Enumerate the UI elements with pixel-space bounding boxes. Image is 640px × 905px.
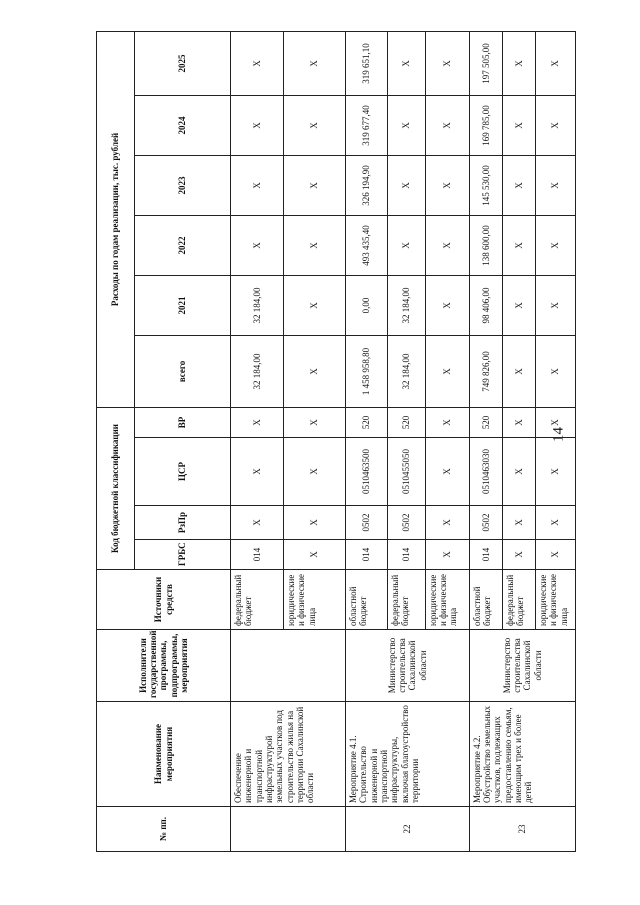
header-csr: ЦСР	[135, 438, 231, 506]
cell-rzpr: X	[231, 506, 284, 540]
cell-2024: 319 677,40	[345, 95, 387, 155]
cell-2023: X	[536, 155, 576, 215]
cell-2023: X	[425, 155, 469, 215]
cell-source: федеральный бюджет	[387, 570, 425, 630]
rotated-table-container	[96, 36, 576, 852]
cell-csr: 0510463500	[345, 438, 387, 506]
cell-rzpr: 0502	[387, 506, 425, 540]
header-name: Наименование мероприятия	[97, 702, 231, 807]
cell-source: юридические и физические лица	[536, 570, 576, 630]
header-total: всего	[135, 335, 231, 407]
cell-grbs: 014	[231, 540, 284, 570]
cell-total: X	[536, 335, 576, 407]
cell-source: областной бюджет	[345, 570, 387, 630]
row-executor	[231, 630, 346, 702]
cell-grbs: 014	[387, 540, 425, 570]
row-name: Обеспечение инженерной и транспортной инфраструктурой земельных участков под строительство жилья на территории Сахалинской области	[231, 702, 346, 807]
header-budget-code: Код бюджетной классификации	[97, 407, 135, 569]
cell-2024: 169 785,00	[469, 95, 502, 155]
cell-2021: X	[502, 275, 535, 335]
cell-2024: X	[284, 95, 346, 155]
cell-total: X	[284, 335, 346, 407]
header-num: № пп.	[97, 807, 231, 852]
cell-rzpr: X	[502, 506, 535, 540]
cell-csr: X	[231, 438, 284, 506]
cell-2024: X	[536, 95, 576, 155]
cell-2024: X	[502, 95, 535, 155]
cell-2021: 32 184,00	[231, 275, 284, 335]
cell-rzpr: 0502	[345, 506, 387, 540]
cell-2025: X	[502, 31, 535, 95]
cell-2023: X	[502, 155, 535, 215]
cell-2021: X	[536, 275, 576, 335]
row-num	[231, 807, 346, 852]
cell-2025: X	[536, 31, 576, 95]
cell-2023: X	[231, 155, 284, 215]
cell-total: 32 184,00	[387, 335, 425, 407]
cell-2021: 32 184,00	[387, 275, 425, 335]
cell-vr: X	[284, 407, 346, 437]
cell-2022: X	[536, 215, 576, 275]
cell-grbs: 014	[345, 540, 387, 570]
cell-rzpr: 0502	[469, 506, 502, 540]
cell-2023: X	[387, 155, 425, 215]
table-row	[231, 31, 284, 851]
cell-rzpr: X	[536, 506, 576, 540]
row-num: 22	[345, 807, 469, 852]
cell-2022: X	[231, 215, 284, 275]
table-row	[345, 31, 387, 851]
cell-2021: 0,00	[345, 275, 387, 335]
cell-grbs: X	[536, 540, 576, 570]
cell-2021: 98 406,00	[469, 275, 502, 335]
cell-2022: 493 435,40	[345, 215, 387, 275]
cell-vr: 520	[469, 407, 502, 437]
cell-2022: X	[284, 215, 346, 275]
cell-rzpr: X	[425, 506, 469, 540]
header-grbs: ГРБС	[135, 540, 231, 570]
cell-vr: X	[425, 407, 469, 437]
header-2023: 2023	[135, 155, 231, 215]
page-number: 14	[550, 427, 567, 442]
row-executor: Министерство строительства Сахалинской области	[469, 630, 575, 702]
cell-2023: X	[284, 155, 346, 215]
cell-grbs: X	[284, 540, 346, 570]
cell-total: 32 184,00	[231, 335, 284, 407]
cell-2022: X	[425, 215, 469, 275]
cell-grbs: 014	[469, 540, 502, 570]
header-executor: Исполнители государственной программы, подпрограммы, мероприятия	[97, 630, 231, 702]
cell-csr: X	[536, 438, 576, 506]
cell-2025: 319 651,10	[345, 31, 387, 95]
header-2024: 2024	[135, 95, 231, 155]
cell-total: X	[425, 335, 469, 407]
header-2022: 2022	[135, 215, 231, 275]
cell-rzpr: X	[284, 506, 346, 540]
cell-source: областной бюджет	[469, 570, 502, 630]
cell-csr: X	[425, 438, 469, 506]
cell-2025: X	[425, 31, 469, 95]
cell-2022: X	[387, 215, 425, 275]
table-row	[469, 31, 502, 851]
header-2021: 2021	[135, 275, 231, 335]
cell-vr: 520	[387, 407, 425, 437]
cell-source: юридические и физические лица	[284, 570, 346, 630]
cell-2021: X	[425, 275, 469, 335]
cell-total: X	[502, 335, 535, 407]
cell-2024: X	[387, 95, 425, 155]
cell-total: 1 458 958,80	[345, 335, 387, 407]
budget-table	[96, 31, 576, 852]
cell-grbs: X	[425, 540, 469, 570]
cell-csr: X	[502, 438, 535, 506]
cell-grbs: X	[502, 540, 535, 570]
header-sources: Источники средств	[97, 570, 231, 630]
cell-vr: X	[536, 407, 576, 437]
cell-vr: X	[231, 407, 284, 437]
cell-2022: X	[502, 215, 535, 275]
header-expenses: Расходы по годам реализации, тыс. рублей	[97, 31, 135, 407]
row-name: Мероприятие 4.1. Строительство инженерной и транспортной инфраструктуры, включая благоустройство территории	[345, 702, 469, 807]
cell-2022: 138 600,00	[469, 215, 502, 275]
cell-2021: X	[284, 275, 346, 335]
cell-2023: 145 530,00	[469, 155, 502, 215]
cell-2024: X	[425, 95, 469, 155]
cell-2025: X	[284, 31, 346, 95]
cell-vr: X	[502, 407, 535, 437]
header-rzpr: РзПр	[135, 506, 231, 540]
cell-vr: 520	[345, 407, 387, 437]
header-vr: ВР	[135, 407, 231, 437]
header-2025: 2025	[135, 31, 231, 95]
cell-total: 749 826,00	[469, 335, 502, 407]
budget-table-frame	[96, 36, 576, 852]
cell-2024: X	[231, 95, 284, 155]
row-executor: Министерство строительства Сахалинской области	[345, 630, 469, 702]
cell-csr: X	[284, 438, 346, 506]
cell-source: юридические и физические лица	[425, 570, 469, 630]
cell-source: федеральный бюджет	[502, 570, 535, 630]
cell-2025: 197 505,00	[469, 31, 502, 95]
row-num: 23	[469, 807, 575, 852]
cell-2025: X	[231, 31, 284, 95]
cell-csr: 0510463030	[469, 438, 502, 506]
row-name: Мероприятие 4.2. Обустройство земельных участков, подлежащих предоставлению семьям, имеющим трех и более детей	[469, 702, 575, 807]
cell-csr: 0510455050	[387, 438, 425, 506]
cell-source: федеральный бюджет	[231, 570, 284, 630]
cell-2023: 326 194,90	[345, 155, 387, 215]
cell-2025: X	[387, 31, 425, 95]
